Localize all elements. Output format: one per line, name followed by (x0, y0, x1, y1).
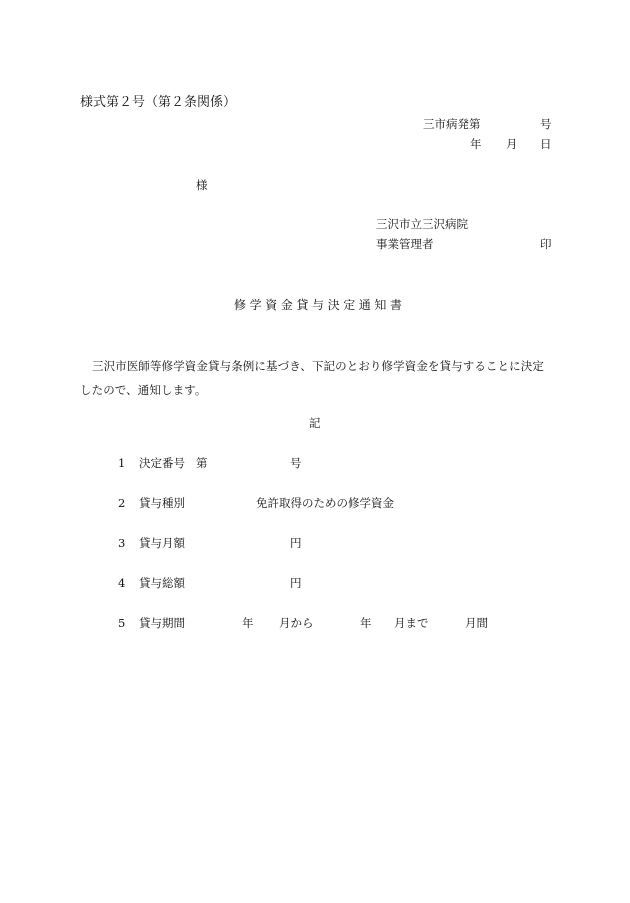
item-number: 4 (118, 576, 126, 590)
total-amount-unit: 円 (290, 576, 302, 590)
addressee-honorific: 様 (196, 178, 208, 192)
date-year-label: 年 (470, 137, 482, 151)
item-number: 1 (118, 456, 126, 470)
decision-number-suffix: 号 (290, 456, 302, 470)
period-start-year-label: 年 (242, 616, 254, 630)
period-end-year-label: 年 (360, 616, 372, 630)
item-number: 5 (118, 616, 126, 630)
form-number: 様式第２号（第２条関係） (80, 95, 237, 110)
item-number: 2 (118, 496, 126, 510)
decision-number-prefix: 第 (196, 456, 208, 470)
body-paragraph: 三沢市医師等修学資金貸与条例に基づき、下記のとおり修学資金を貸与することに決定したので、通知します。 (80, 359, 544, 397)
period-months-label: 月間 (465, 616, 488, 630)
date-month-label: 月 (506, 137, 518, 151)
seal-mark: 印 (540, 237, 552, 251)
ki-heading: 記 (309, 416, 321, 430)
period-end-month-label: 月まで (394, 616, 429, 630)
item-label-decision-number: 決定番号 (139, 456, 185, 470)
issuer-title: 事業管理者 (376, 237, 434, 251)
item-label-total-amount: 貸与総額 (139, 576, 185, 590)
item-label-monthly-amount: 貸与月額 (139, 536, 185, 550)
loan-type-value: 免許取得のための修学資金 (256, 496, 394, 510)
period-start-month-label: 月から (279, 616, 314, 630)
monthly-amount-unit: 円 (290, 536, 302, 550)
issuer-organization: 三沢市立三沢病院 (376, 217, 468, 231)
document-number-suffix: 号 (540, 117, 552, 131)
document-number-prefix: 三市病発第 (423, 117, 481, 131)
item-label-loan-type: 貸与種別 (139, 496, 185, 510)
item-label-loan-period: 貸与期間 (139, 616, 185, 630)
document-title: 修学資金貸与決定通知書 (234, 298, 406, 312)
date-day-label: 日 (540, 137, 552, 151)
item-number: 3 (118, 536, 126, 550)
